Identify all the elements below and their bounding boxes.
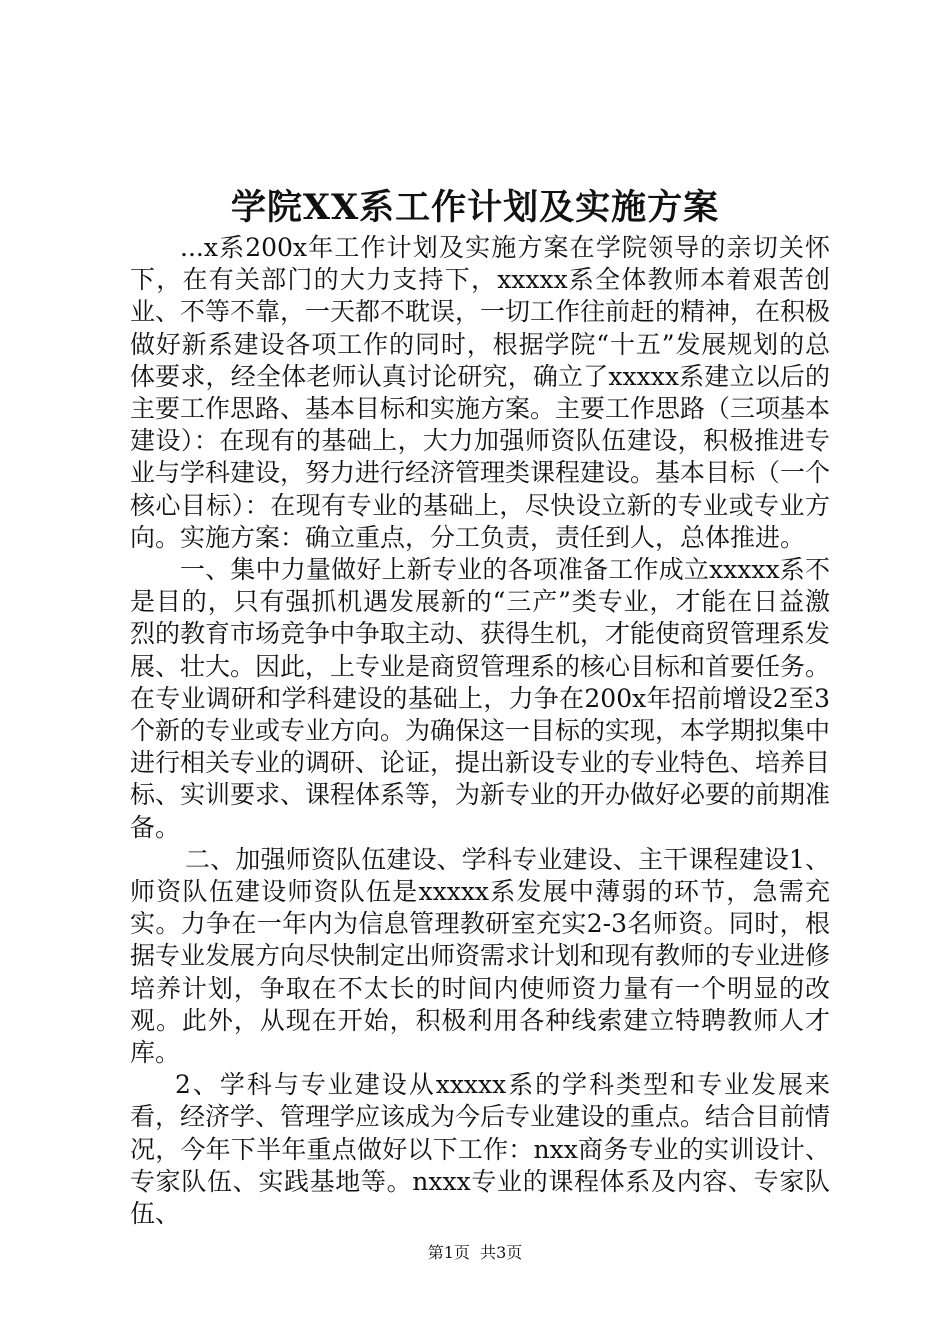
- document-body: [130, 232, 830, 1230]
- paragraph-section-2: 二、加强师资队伍建设、学科专业建设、主干课程建设1、师资队伍建设师资队伍是xxxxx系发展中薄弱的环节，急需充实。力争在一年内为信息管理教研室充实2-3名师资。同时，根据专业发展方向尽快制定出师资需求计划和现有教师的专业进修培养计划，争取在不太长的时间内使师资力量有一个明显的改观。此外，从现在开始，积极利用各种线索建立特聘教师人才库。: [130, 844, 831, 1068]
- page-number: 第1页: [427, 1243, 470, 1262]
- page-total: 共3页: [480, 1243, 523, 1262]
- paragraph-subsection-2: 2、学科与专业建设从xxxxx系的学科类型和专业发展来看，经济学、管理学应该成为今后专业建设的重点。结合目前情况，今年下半年重点做好以下工作：nxx商务专业的实训设计、专家队伍、实践基地等。nxxx专业的课程体系及内容、专家队伍、: [130, 1070, 831, 1229]
- document-title: 学院XX系工作计划及实施方案: [230, 187, 720, 228]
- paragraph-intro: ...x系200x年工作计划及实施方案在学院领导的亲切关怀下，在有关部门的大力支持下，xxxxx系全体教师本着艰苦创业、不等不靠，一天都不耽误，一切工作往前赶的精神，在积极做好新系建设各项工作的同时，根据学院“十五”发展规划的总体要求，经全体老师认真讨论研究，确立了xxxxx系建立以后的主要工作思路、基本目标和实施方案。主要工作思路（三项基本建设）：在现有的基础上，大力加强师资队伍建设，积极推进专业与学科建设，努力进行经济管理类课程建设。基本目标（一个核心目标）：在现有专业的基础上，尽快设立新的专业或专业方向。实施方案：确立重点，分工负责，责任到人，总体推进。: [130, 233, 831, 552]
- paragraph-section-1: 一、集中力量做好上新专业的各项准备工作成立xxxxx系不是目的，只有强抓机遇发展新的“三产”类专业，才能在日益激烈的教育市场竞争中争取主动、获得生机，才能使商贸管理系发展、壮大。因此，上专业是商贸管理系的核心目标和首要任务。在专业调研和学科建设的基础上，力争在200x年招前增设2至3个新的专业或专业方向。为确保这一目标的实现，本学期拟集中进行相关专业的调研、论证，提出新设专业的专业特色、培养目标、实训要求、课程体系等，为新专业的开办做好必要的前期准备。: [130, 555, 831, 842]
- footer-spacer: [470, 1243, 480, 1262]
- page-footer: [0, 1242, 950, 1264]
